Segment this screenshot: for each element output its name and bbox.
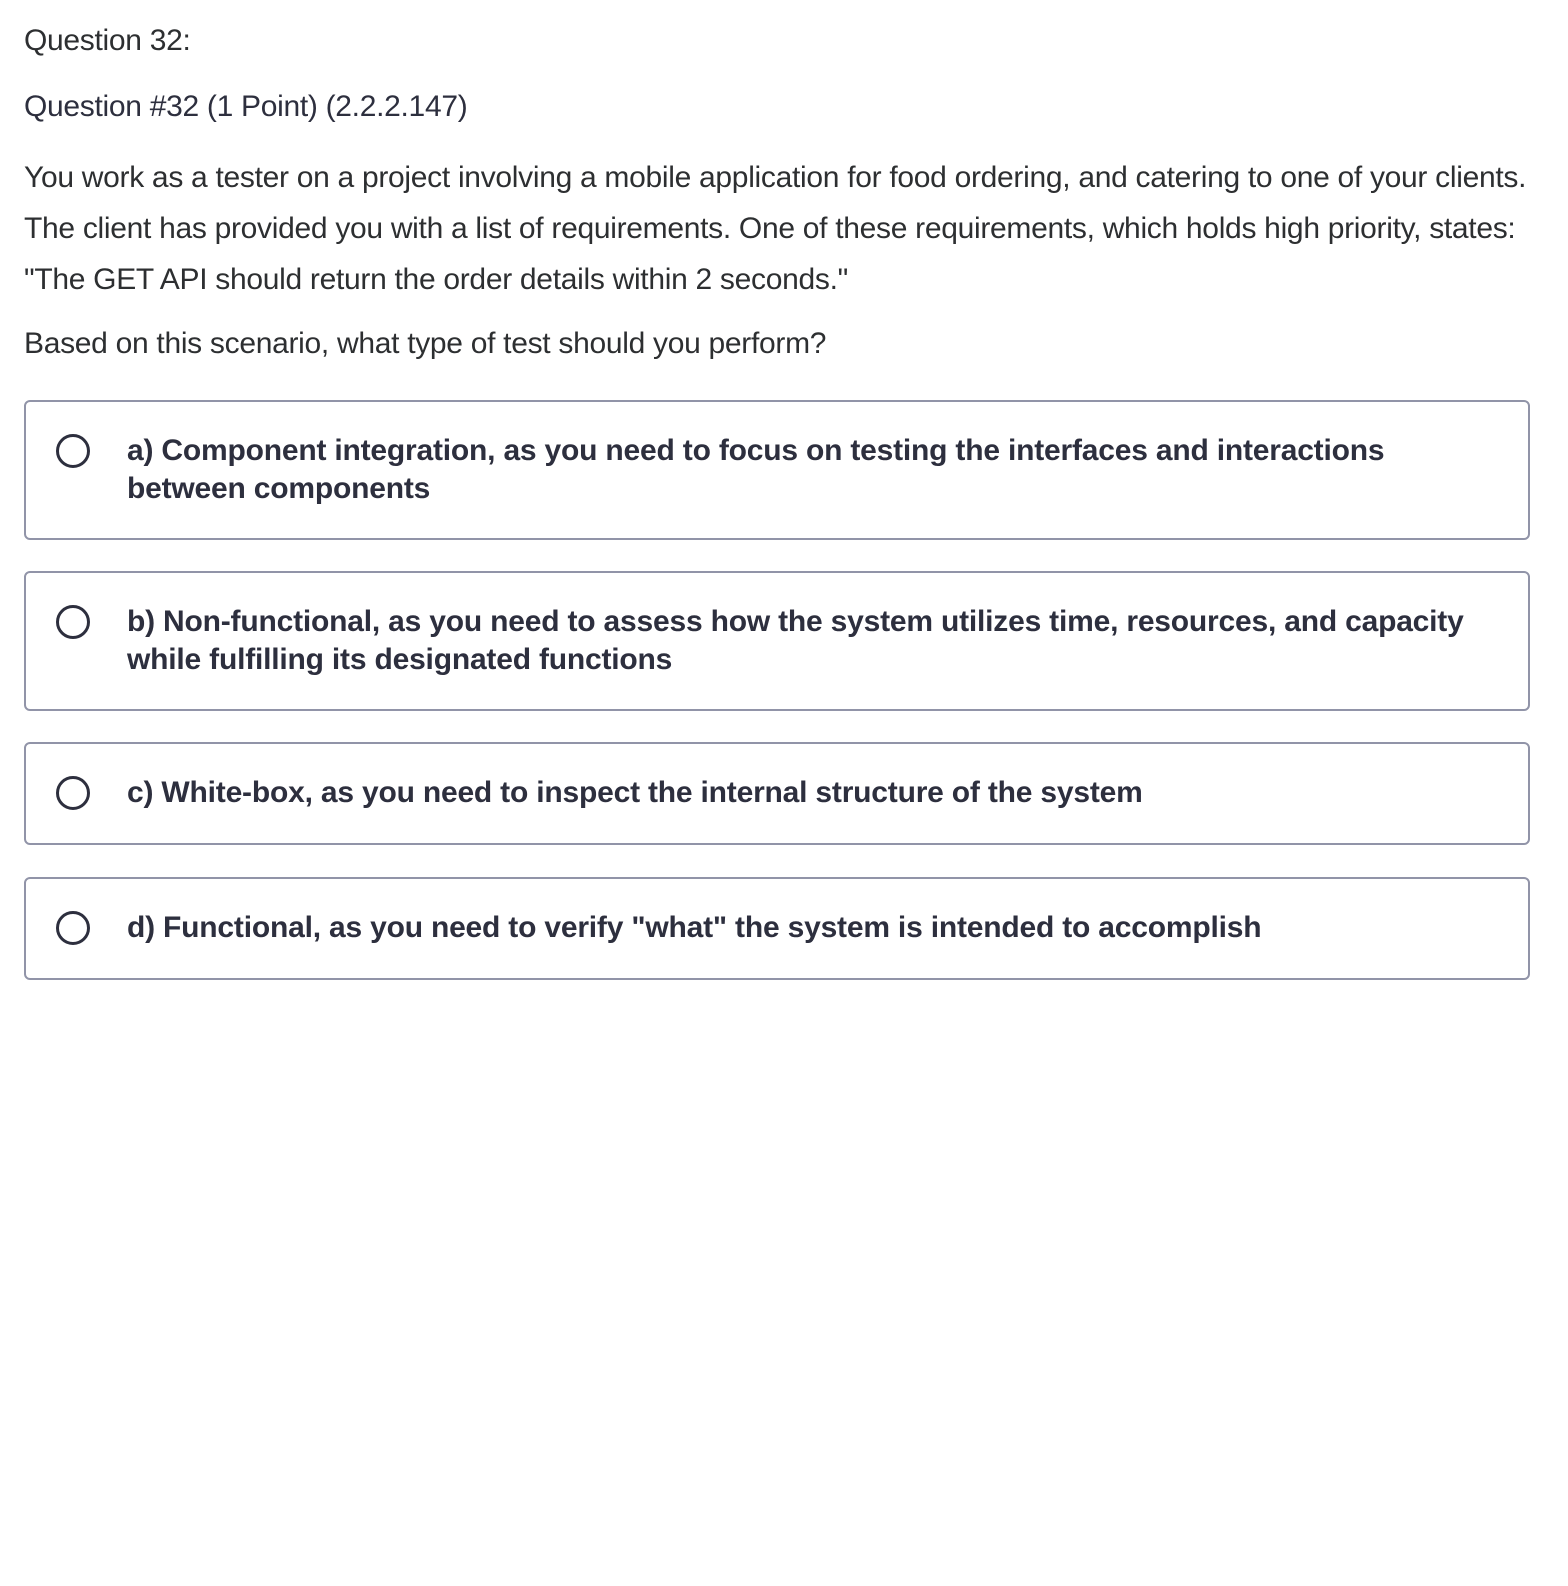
answer-option-label: b) Non-functional, as you need to assess how the system utilizes time, resources, and capacity while fulfilling its designated functions [127, 605, 1464, 676]
question-header: Question #32 (1 Point) (2.2.2.147) [24, 90, 468, 123]
radio-icon[interactable] [56, 911, 90, 945]
answer-option-d[interactable] [24, 877, 1530, 980]
radio-icon[interactable] [56, 605, 90, 639]
answer-option-label: c) White-box, as you need to inspect the internal structure of the system [127, 776, 1143, 809]
answer-option-c[interactable] [24, 742, 1530, 845]
question-label: Question 32: [24, 24, 191, 57]
radio-icon[interactable] [56, 434, 90, 468]
radio-icon[interactable] [56, 776, 90, 810]
answer-option-label: a) Component integration, as you need to focus on testing the interfaces and interactions between components [127, 434, 1385, 505]
answer-option-label: d) Functional, as you need to verify "what" the system is intended to accomplish [127, 911, 1262, 944]
question-ask: Based on this scenario, what type of test should you perform? [24, 327, 827, 360]
answer-option-b[interactable] [24, 571, 1530, 711]
question-prompt: You work as a tester on a project involving a mobile application for food ordering, and catering to one of your clients. The client has provided you with a list of requirements. One of these requirements, which holds high priority, states: "The GET API should return the order details within 2 seconds." [24, 161, 1527, 296]
answer-option-a[interactable] [24, 400, 1530, 540]
